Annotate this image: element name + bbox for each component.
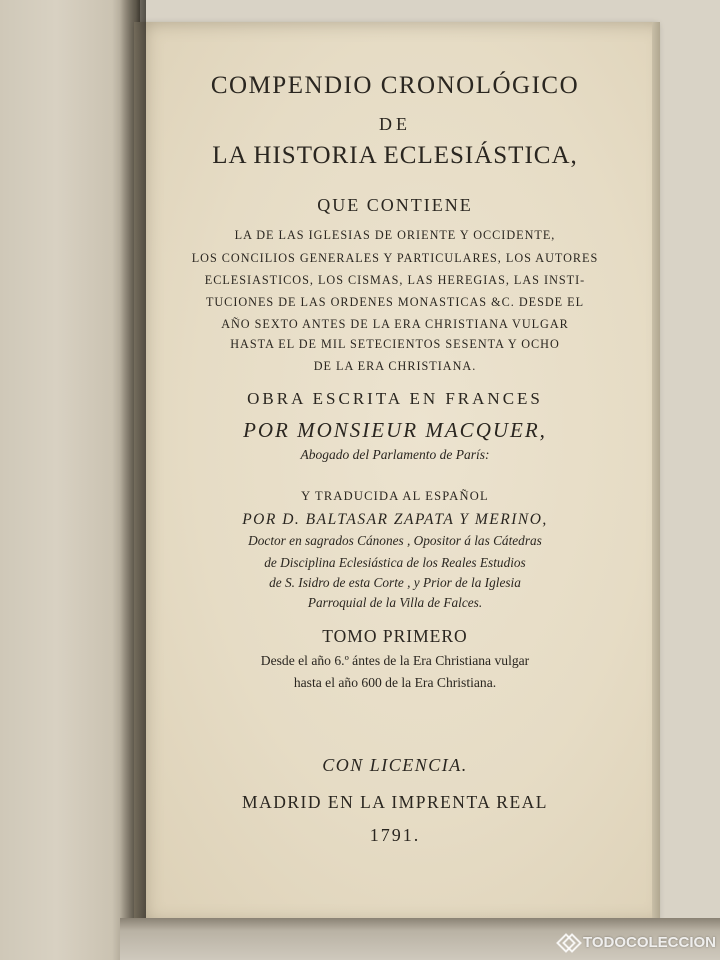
description-line: LA DE LAS IGLESIAS DE ORIENTE Y OCCIDENTE, [234,228,556,242]
author-title: Abogado del Parlamento de París: [300,447,490,462]
watermark [520,928,716,956]
publication-year: 1791. [369,825,421,845]
translator-title-line: Parroquial de la Villa de Falces. [307,595,483,610]
author-line: POR MONSIEUR MACQUER, [243,418,547,442]
todocoleccion-logo-icon [559,934,577,950]
title-page-text [134,22,656,924]
book-gutter [120,0,146,960]
translator-line: POR D. BALTASAR ZAPATA Y MERINO, [242,511,548,528]
volume-range-line: hasta el año 600 de la Era Christiana. [293,675,497,690]
subtitle: QUE CONTIENE [317,195,473,215]
description-line: ECLESIASTICOS, LOS CISMAS, LAS HEREGIAS, LAS INSTI- [204,273,586,287]
translator-title-line: de S. Isidro de esta Corte , y Prior de la Iglesia [269,575,521,590]
volume-label: TOMO PRIMERO [322,626,468,646]
translator-title-line: Doctor en sagrados Cánones , Opositor á las Cátedras [248,533,542,548]
work-note: OBRA ESCRITA EN FRANCES [247,389,543,408]
watermark-text: TODOCOLECCION [582,933,716,951]
description-line: AÑO SEXTO ANTES DE LA ERA CHRISTIANA VULGAR [221,317,569,331]
description-line: HASTA EL DE MIL SETECIENTOS SESENTA Y OCHO [230,337,560,351]
description-line: LOS CONCILIOS GENERALES Y PARTICULARES, LOS AUTORES [191,251,599,265]
title-line-3: LA HISTORIA ECLESIÁSTICA, [212,142,578,169]
description-line: TUCIONES DE LAS ORDENES MONASTICAS &C. DESDE EL [205,295,585,309]
license-line: CON LICENCIA. [322,755,468,775]
volume-range-line: Desde el año 6.º ántes de la Era Christiana vulgar [260,653,530,668]
title-line-2: DE [379,114,411,134]
description-line: DE LA ERA CHRISTIANA. [313,359,477,373]
title-page [134,22,656,924]
translator-title-line: de Disciplina Eclesiástica de los Reales Estudios [264,555,526,570]
imprint-line: MADRID EN LA IMPRENTA REAL [242,792,548,812]
title-line-1: COMPENDIO CRONOLÓGICO [210,72,580,99]
translation-note: Y TRADUCIDA AL ESPAÑOL [301,489,489,503]
left-page [0,0,140,960]
page-edge [652,22,660,924]
